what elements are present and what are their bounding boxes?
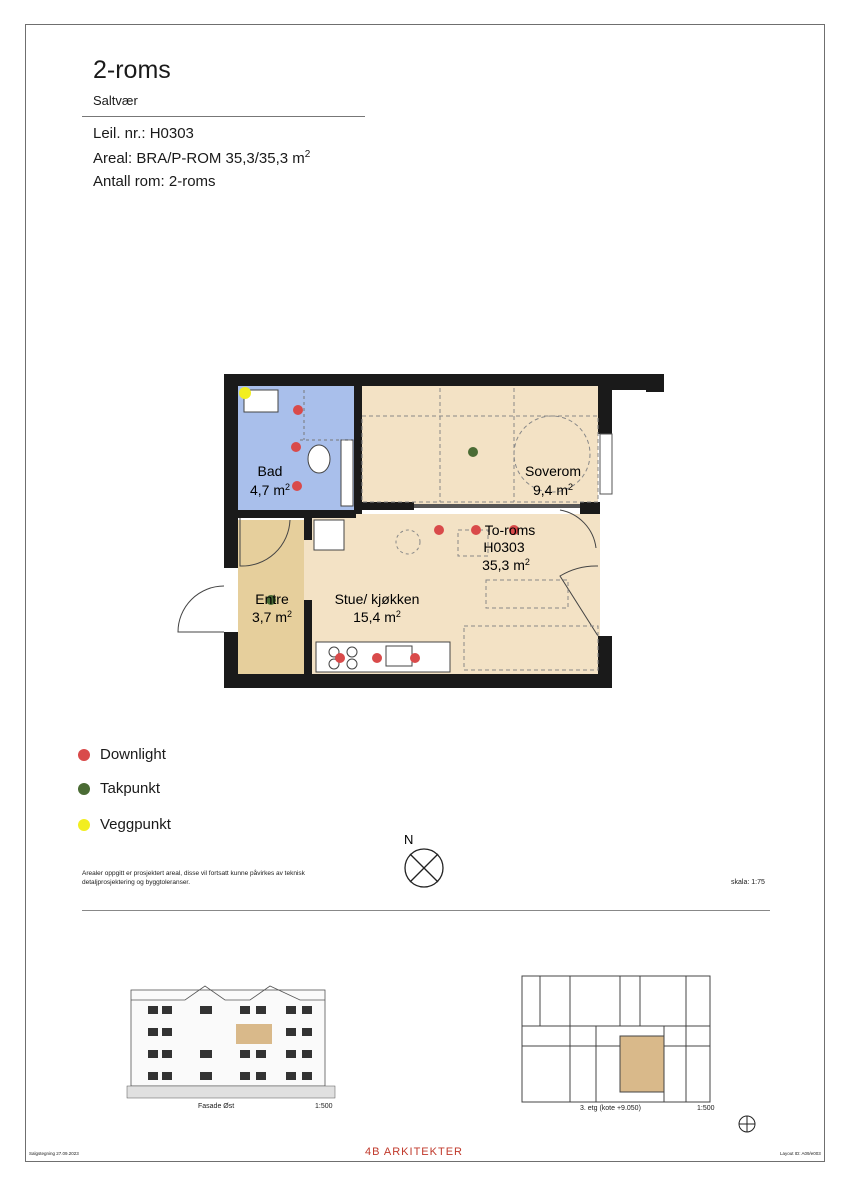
room-entre-name: Entre [255,591,289,607]
floorplan-label: 3. etg (kote +9.050) [580,1105,641,1112]
downlight [292,481,302,491]
downlight [410,653,420,663]
legend-downlight: Downlight [78,746,166,763]
legend-veggpunkt: Veggpunkt [78,816,171,833]
window-east [600,434,612,494]
room-soverom-area: 9,4 $m^2$ [532,482,574,498]
wall-west [224,374,238,688]
downlight [434,525,444,535]
wall-east-upper [598,374,612,434]
small-north-arrow-icon [739,1116,755,1132]
bath-shelf [341,440,353,506]
wall-soverom-stue-a [362,502,414,510]
takpunkt [468,447,478,457]
wall-soverom-stue-b [580,502,600,514]
wall-south [224,674,600,688]
footer-left: Salgstegning 27.09.2023 [29,1151,79,1156]
unit-area: Areal: BRA/P-ROM 35,3/35,3 $m^2$ [93,149,311,167]
room-stue-area: 15,4 $m^2$ [353,609,401,625]
room-bad-name: Bad [257,463,283,479]
entry-door-gap [220,568,238,632]
wall-bad-soverom [354,386,362,514]
page-title: 2-roms [93,56,171,84]
unit-total-area: 35,3 $m^2$ [482,557,530,573]
downlight-swatch [78,749,90,761]
sliding-door [414,504,580,508]
unit-type-label: To-roms [484,522,536,538]
facade-scale: 1:500 [315,1103,333,1110]
room-entre-area: 3,7 $m^2$ [251,609,293,625]
facade-label: Fasade Øst [198,1103,235,1110]
room-stue-name: Stue/ kjøkken [334,591,420,607]
footnote: Arealer oppgitt er prosjektert areal, disse vil fortsatt kunne påvirkes av teknisk detaljprosjektering og byggtoleranser. [82,870,305,886]
brand-logo: 4B ARKITEKTER [365,1146,463,1158]
downlight [471,525,481,535]
balcony-corner [646,374,664,392]
room-count: Antall rom: 2-roms [93,173,216,190]
drawing-scale: skala: 1:75 [731,879,765,886]
downlight [335,653,345,663]
north-arrow-icon [405,849,443,887]
takpunkt-swatch [78,783,90,795]
legend-takpunkt: Takpunkt [78,780,160,797]
downlight [291,442,301,452]
veggpunkt-swatch [78,819,90,831]
wall-east-lower [598,636,612,688]
project-name: Saltvær [93,93,138,108]
floorplan-scale: 1:500 [697,1105,715,1112]
compass-letter: N [404,832,414,847]
unit-number: Leil. nr.: H0303 [93,125,194,142]
downlight [293,405,303,415]
veggpunkt [239,387,251,399]
unit-code-label: H0303 [483,539,525,555]
floorplan-thumbnail [522,976,710,1102]
toilet [308,445,330,473]
wall-bad-entre [236,510,356,518]
wall-north [224,374,600,386]
room-soverom-name: Soverom [524,463,582,479]
footer-right: Layout ID: A09/e003 [780,1151,821,1156]
entry-door-swing [178,586,224,632]
unit-highlight [620,1036,664,1092]
opening-entre-stue [304,540,312,600]
section-divider [82,910,770,911]
downlight [372,653,382,663]
facade-thumbnail [127,986,335,1098]
room-bad-area: 4,7 $m^2$ [249,482,291,498]
fridge [314,520,344,550]
